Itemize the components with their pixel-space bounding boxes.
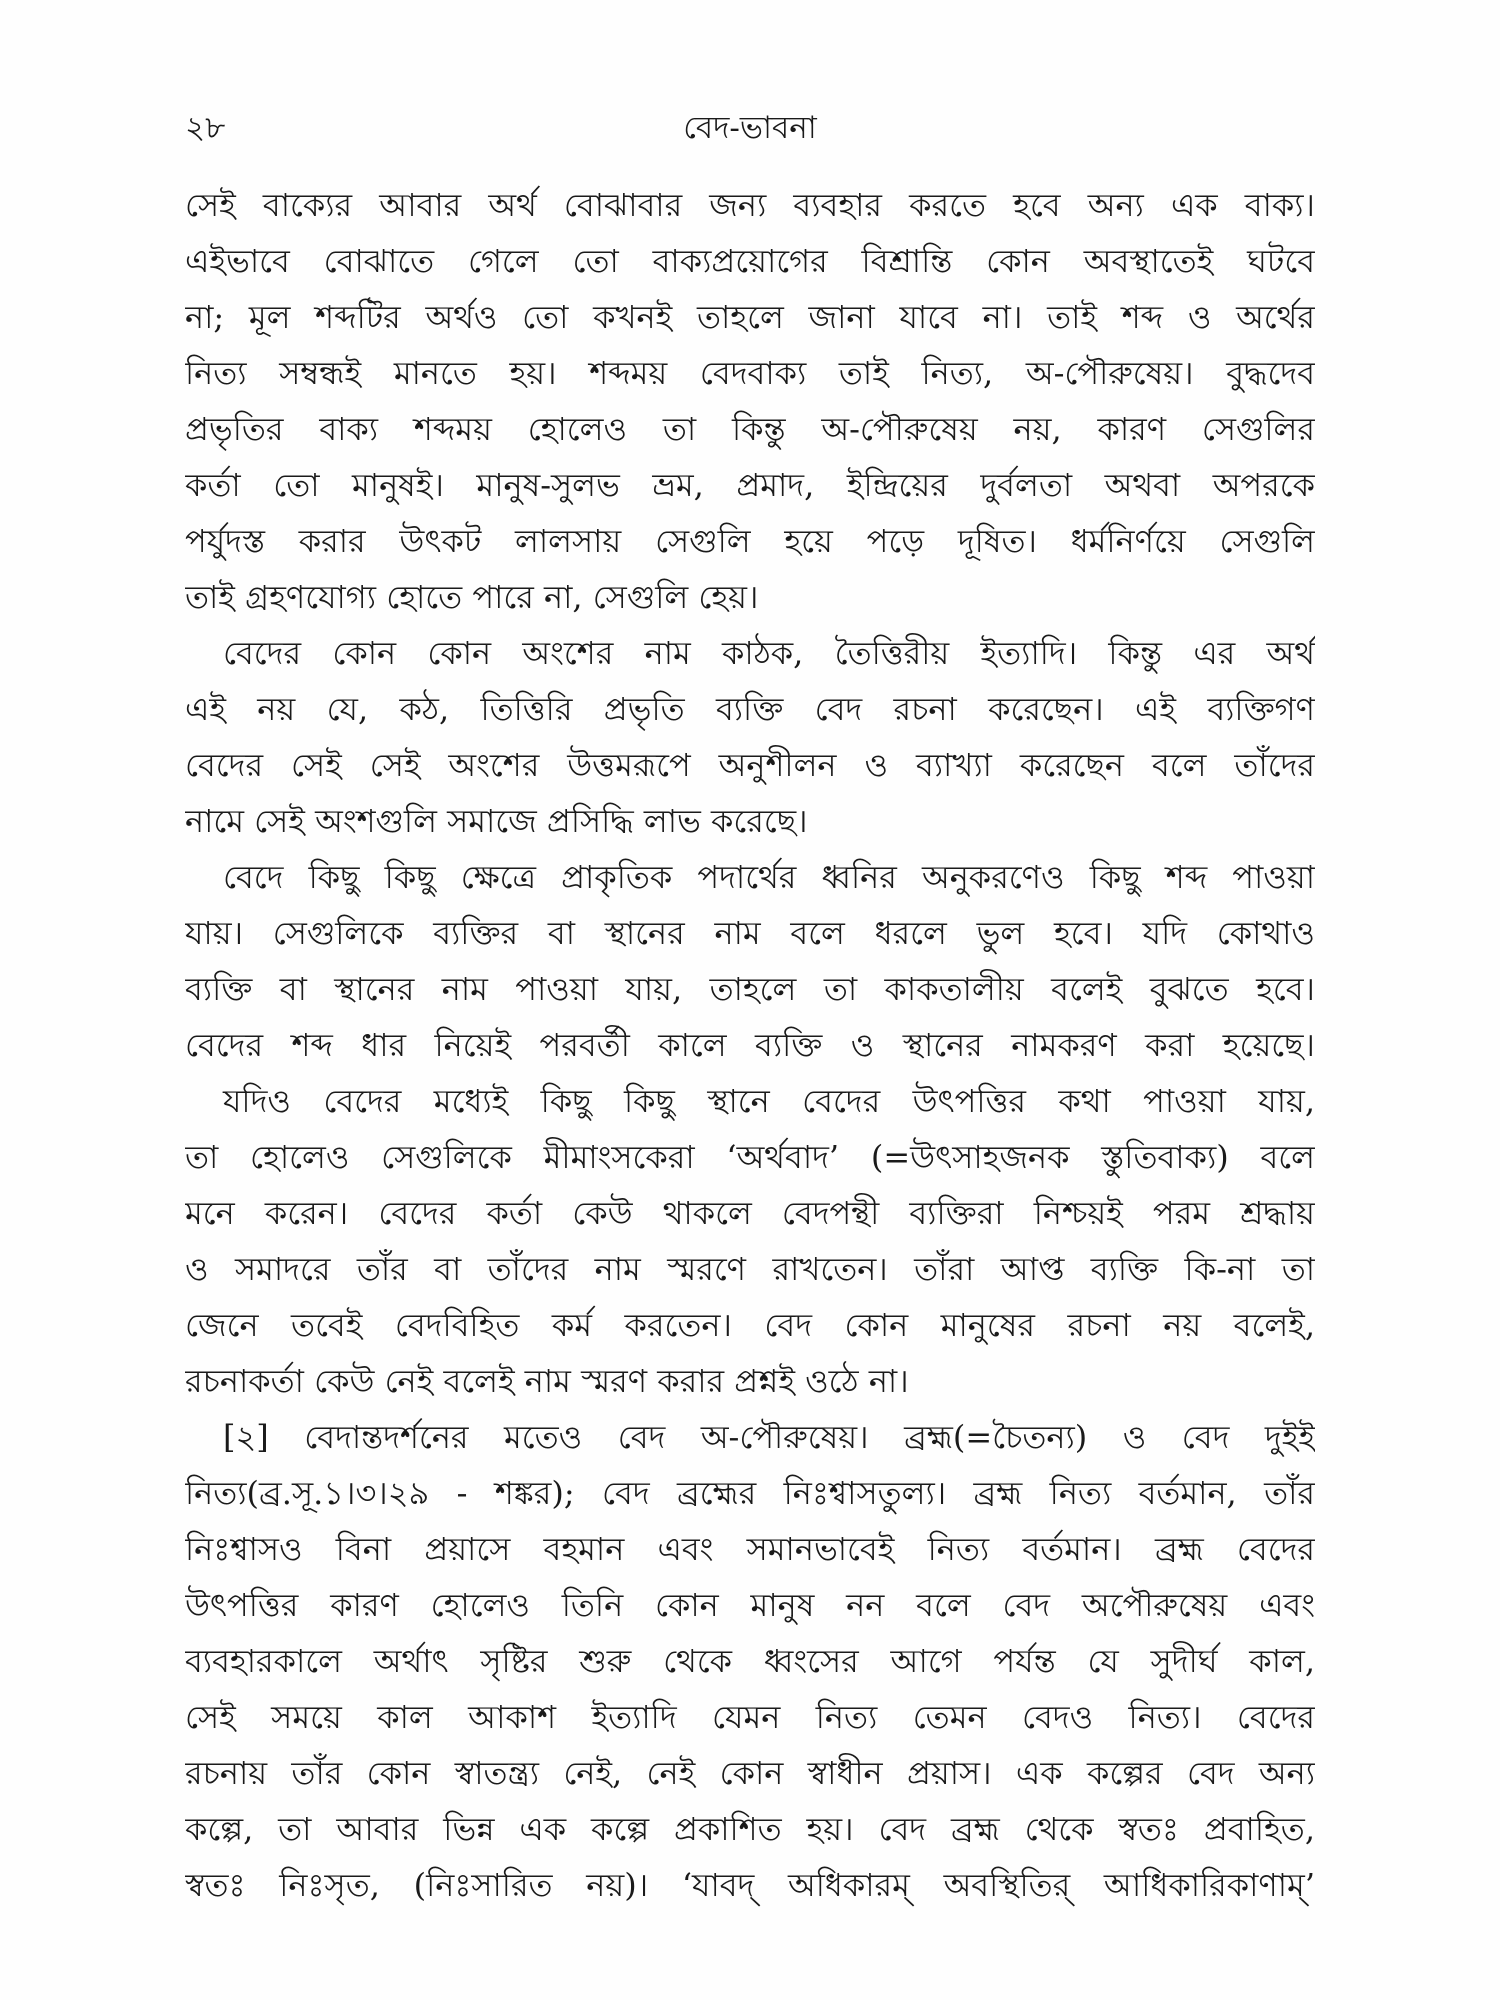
text-line: কল্পে, তা আবার ভিন্ন এক কল্পে প্রকাশিত হয়। বেদ ব্রহ্ম থেকে স্বতঃ প্রবাহিত, xyxy=(185,1810,1315,1848)
text-line: রচনাকর্তা কেউ নেই বলেই নাম স্মরণ করার প্রশ্নই ওঠে না। xyxy=(185,1362,909,1400)
text-line: নিত্য সম্বন্ধই মানতে হয়। শব্দময় বেদবাক্য তাই নিত্য, অ-পৌরুষেয়। বুদ্ধদেব xyxy=(185,354,1315,392)
text-line: না; মূল শব্দটির অর্থও তো কখনই তাহলে জানা যাবে না। তাই শব্দ ও অর্থের xyxy=(185,298,1315,336)
text-line: মনে করেন। বেদের কর্তা কেউ থাকলে বেদপন্থী ব্যক্তিরা নিশ্চয়ই পরম শ্রদ্ধায় xyxy=(185,1194,1315,1232)
text-line: স্বতঃ নিঃসৃত, (নিঃসারিত নয়)। ‘যাবদ্ অধিকারম্ অবস্থিতির্ আধিকারিকাণাম্’ xyxy=(185,1866,1315,1904)
text-line: এই নয় যে, কঠ, তিত্তিরি প্রভৃতি ব্যক্তি বেদ রচনা করেছেন। এই ব্যক্তিগণ xyxy=(185,690,1315,728)
text-line: নিঃশ্বাসও বিনা প্রয়াসে বহমান এবং সমানভাবেই নিত্য বর্তমান। ব্রহ্ম বেদের xyxy=(185,1530,1315,1568)
text-line: রচনায় তাঁর কোন স্বাতন্ত্র্য নেই, নেই কোন স্বাধীন প্রয়াস। এক কল্পের বেদ অন্য xyxy=(185,1754,1315,1792)
running-head xyxy=(185,108,1315,148)
page-number: ২৮ xyxy=(185,110,226,146)
text-line: বেদের কোন কোন অংশের নাম কাঠক, তৈত্তিরীয় ইত্যাদি। কিন্তু এর অর্থ xyxy=(223,634,1315,672)
text-line: সেই বাক্যের আবার অর্থ বোঝাবার জন্য ব্যবহার করতে হবে অন্য এক বাক্য। xyxy=(185,186,1315,224)
text-line: নামে সেই অংশগুলি সমাজে প্রসিদ্ধি লাভ করেছে। xyxy=(185,802,808,840)
text-line: জেনে তবেই বেদবিহিত কর্ম করতেন। বেদ কোন মানুষের রচনা নয় বলেই, xyxy=(185,1306,1315,1344)
running-title: বেদ-ভাবনা xyxy=(683,110,817,146)
text-line: ব্যবহারকালে অর্থাৎ সৃষ্টির শুরু থেকে ধ্বংসের আগে পর্যন্ত যে সুদীর্ঘ কাল, xyxy=(185,1642,1315,1680)
text-line: বেদে কিছু কিছু ক্ষেত্রে প্রাকৃতিক পদার্থের ধ্বনির অনুকরণেও কিছু শব্দ পাওয়া xyxy=(223,858,1315,896)
text-line: এইভাবে বোঝাতে গেলে তো বাক্যপ্রয়োগের বিশ্রান্তি কোন অবস্থাতেই ঘটবে xyxy=(185,242,1315,280)
body-text xyxy=(185,177,1315,1913)
text-line: ব্যক্তি বা স্থানের নাম পাওয়া যায়, তাহলে তা কাকতালীয় বলেই বুঝতে হবে। xyxy=(185,970,1315,1008)
text-line: কর্তা তো মানুষই। মানুষ-সুলভ ভ্রম, প্রমাদ, ইন্দ্রিয়ের দুর্বলতা অথবা অপরকে xyxy=(185,466,1315,504)
text-line: তাই গ্রহণযোগ্য হোতে পারে না, সেগুলি হেয়। xyxy=(185,578,759,616)
text-line: উৎপত্তির কারণ হোলেও তিনি কোন মানুষ নন বলে বেদ অপৌরুষেয় এবং xyxy=(185,1586,1315,1624)
text-line: [২] বেদান্তদর্শনের মতেও বেদ অ-পৌরুষেয়। ব্রহ্ম(=চৈতন্য) ও বেদ দুইই xyxy=(223,1418,1315,1456)
text-line: বেদের শব্দ ধার নিয়েই পরবর্তী কালে ব্যক্তি ও স্থানের নামকরণ করা হয়েছে। xyxy=(185,1026,1315,1064)
text-line: তা হোলেও সেগুলিকে মীমাংসকেরা ‘অর্থবাদ’ (=উৎসাহজনক স্তুতিবাক্য) বলে xyxy=(185,1138,1315,1176)
text-line: ও সমাদরে তাঁর বা তাঁদের নাম স্মরণে রাখতেন। তাঁরা আপ্ত ব্যক্তি কি-না তা xyxy=(185,1250,1315,1288)
text-line: যদিও বেদের মধ্যেই কিছু কিছু স্থানে বেদের উৎপত্তির কথা পাওয়া যায়, xyxy=(223,1082,1315,1120)
text-line: প্রভৃতির বাক্য শব্দময় হোলেও তা কিন্তু অ-পৌরুষেয় নয়, কারণ সেগুলির xyxy=(185,410,1315,448)
text-line: বেদের সেই সেই অংশের উত্তমরূপে অনুশীলন ও ব্যাখ্যা করেছেন বলে তাঁদের xyxy=(185,746,1315,784)
text-line: সেই সময়ে কাল আকাশ ইত্যাদি যেমন নিত্য তেমন বেদও নিত্য। বেদের xyxy=(185,1698,1315,1736)
text-line: যায়। সেগুলিকে ব্যক্তির বা স্থানের নাম বলে ধরলে ভুল হবে। যদি কোথাও xyxy=(185,914,1315,952)
text-line: পর্যুদস্ত করার উৎকট লালসায় সেগুলি হয়ে পড়ে দূষিত। ধর্মনির্ণয়ে সেগুলি xyxy=(185,522,1315,560)
text-line: নিত্য(ব্র.সূ.১।৩।২৯ - শঙ্কর); বেদ ব্রহ্মের নিঃশ্বাসতুল্য। ব্রহ্ম নিত্য বর্তমান, তাঁর xyxy=(185,1474,1315,1512)
